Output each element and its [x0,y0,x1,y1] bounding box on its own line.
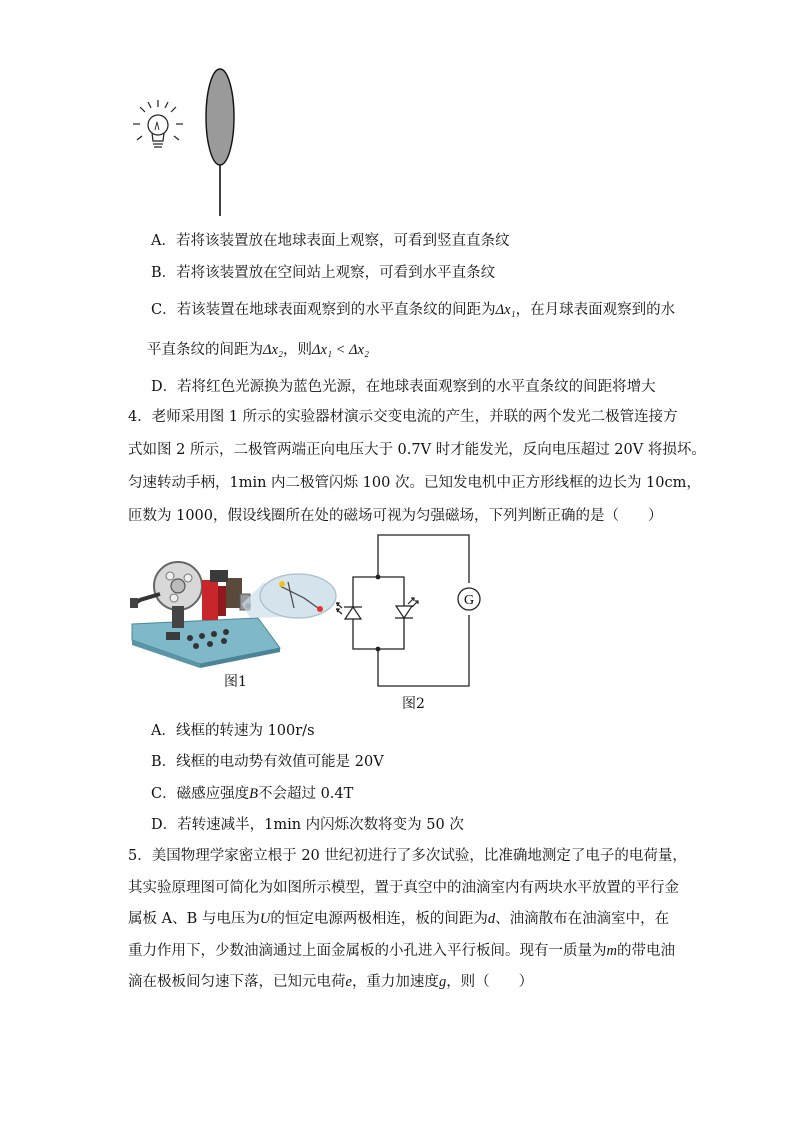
led-left-diode [336,603,362,619]
apparatus-base [132,618,280,664]
generator-figure [130,550,340,668]
symbol-u: U [259,911,271,927]
q5-text-5a: 滴在极板间匀速下落，已知元电荷 [128,974,346,990]
q5-line-3 [128,909,669,929]
q5-text-4a: 重力作用下，少数油滴通过上面金属板的小孔进入平行板间。现有一质量为 [128,943,607,959]
wire-frame [206,69,234,216]
q5-line-4 [128,941,675,961]
q4-option-c-text-2: 不会超过 0.4T [257,786,354,802]
light-bulb-icon [133,100,183,147]
q4-line-4: 匝数为 1000，假设线圈所在处的磁场可视为匀强磁场，下列判断正确的是（ ） [128,508,663,524]
q5-text-3c: 、油滴散布在油滴室中，在 [495,911,670,927]
delta-x1-symbol: Δx₁ [495,302,516,318]
q4-line-3: 匀速转动手柄，1min 内二极管闪烁 100 次。已知发电机中正方形线框的边长为 10cm， [128,475,701,491]
fig2-caption: 图2 [402,696,425,712]
q4-option-b: B．线框的电动势有效值可能是 20V [151,754,384,770]
q5-text-5c: ，则（ ） [446,974,534,990]
symbol-d: d [487,911,496,927]
q3-option-c-text-2: ，在月球表面观察到的水 [515,302,676,318]
q3-option-c-text: C．若该装置在地球表面观察到的水平直条纹的间距为 [151,302,496,318]
galvanometer-label: G [463,593,475,608]
soap-film-figure [128,64,248,224]
q4-option-d: D．若转速减半，1min 内闪烁次数将变为 50 次 [151,817,464,833]
q3-option-b: B．若将该装置放在空间站上观察，可看到水平直条纹 [151,265,496,281]
q3-option-c-line1 [151,300,675,320]
symbol-b: B [249,786,258,802]
q5-line-1: 5．美国物理学家密立根于 20 世纪初进行了多次试验，比准确地测定了电子的电荷量， [128,848,687,864]
q5-line-2: 其实验原理图可简化为如图所示模型，置于真空中的油滴室内有两块水平放置的平行金 [128,880,679,896]
led-callout [260,574,336,618]
q5-text-3b: 的恒定电源两极相连，板的间距为 [270,911,488,927]
q5-text-4b: 的带电油 [616,943,675,959]
led-yellow [279,581,285,587]
circuit-diagram [336,530,486,692]
symbol-m: m [606,943,617,959]
symbol-e: e [345,974,352,990]
led-right-diode [395,598,418,618]
q5-line-5 [128,972,533,992]
q5-text-5b: ，重力加速度 [351,974,439,990]
q4-option-a: A．线框的转速为 100r/s [151,723,315,739]
q3-option-c-text-3: 平直条纹的间距为 [147,342,263,358]
led-red [317,606,323,612]
q4-option-c-text: C．磁感应强度 [151,786,250,802]
delta-x2-symbol: Δx₂ [263,342,283,358]
magnet [202,580,218,620]
q5-text-3a: 属板 A、B 与电压为 [128,911,260,927]
q3-option-a: A．若将该装置放在地球表面上观察，可看到竖直直条纹 [151,233,510,249]
q3-option-d: D．若将红色光源换为蓝色光源，在地球表面观察到的水平直条纹的间距将增大 [151,379,656,395]
q4-line-1: 4．老师采用图 1 所示的实验器材演示交变电流的产生，并联的两个发光二极管连接方 [128,409,678,425]
symbol-g: g [438,974,447,990]
fig1-caption: 图1 [224,674,247,690]
q4-line-2: 式如图 2 所示，二极管两端正向电压大于 0.7V 时才能发光，反向电压超过 20V 将损坏。 [128,442,706,458]
q3-option-c-text-4: ，则 [283,342,312,358]
inequality: Δx₁ < Δx₂ [312,342,370,358]
q3-option-c-line2 [147,340,369,360]
q4-option-c [151,784,353,804]
